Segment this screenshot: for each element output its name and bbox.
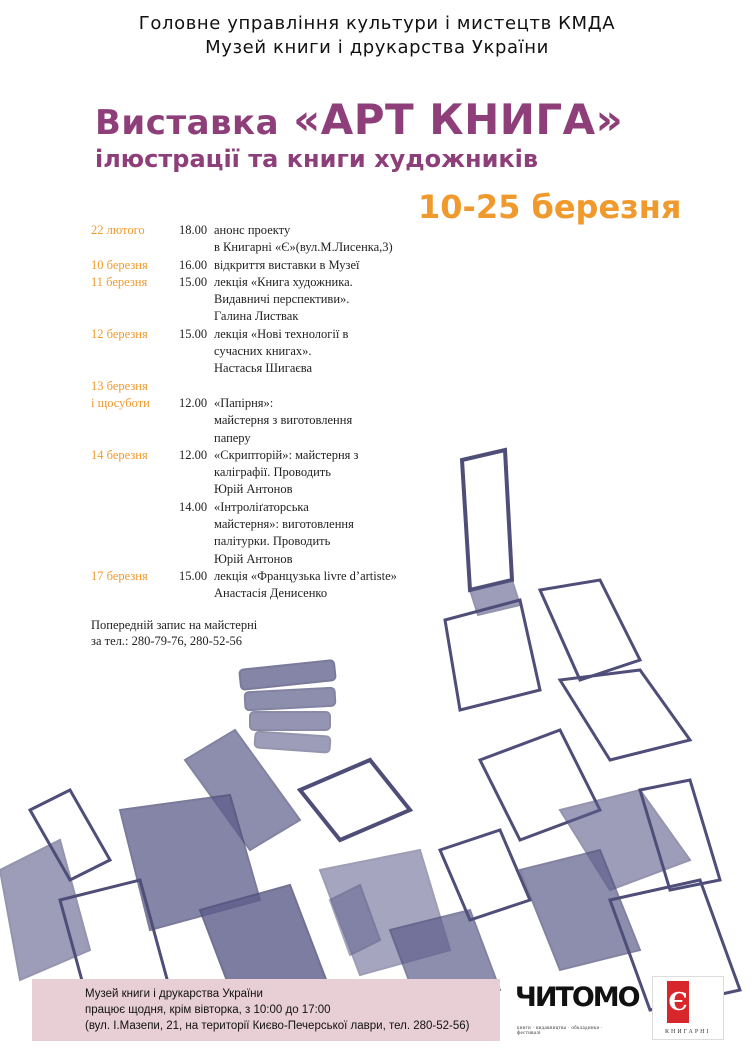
schedule-row — [91, 257, 451, 273]
exhibition-subtitle: ілюстрації та книги художників — [95, 145, 539, 173]
schedule-date: і щосуботи — [91, 395, 150, 410]
schedule-date: 11 березня — [91, 274, 148, 289]
schedule-row — [91, 308, 451, 324]
schedule-row — [91, 412, 451, 428]
schedule-text: палітурки. Проводить — [214, 534, 331, 549]
museum-name: Музей книги і друкарства України — [85, 988, 263, 1000]
title-name: «АРТ КНИГА» — [293, 95, 624, 144]
schedule-date — [91, 360, 171, 376]
schedule-time — [171, 378, 209, 394]
schedule-row — [91, 360, 451, 376]
schedule-time: 16.00 — [179, 257, 208, 272]
schedule-text: Настасья Шигаєва — [214, 361, 313, 376]
schedule-text: сучасних книгах». — [214, 344, 312, 359]
schedule-date: 13 березня — [91, 378, 148, 393]
schedule-text: лекція «Французька livre d’artiste» — [214, 568, 397, 583]
schedule-time: 15.00 — [179, 568, 208, 583]
schedule-date: 10 березня — [91, 257, 148, 272]
flying-books-illustration — [0, 430, 754, 1030]
schedule-text: анонс проекту — [214, 223, 291, 237]
schedule-text: відкриття виставки в Музеї — [214, 257, 360, 272]
registration-phone: за тел.: 280-79-76, 280-52-56 — [91, 634, 242, 648]
schedule-row — [91, 291, 451, 307]
schedule-time: 15.00 — [179, 326, 208, 341]
chytomo-logo — [513, 980, 639, 1040]
schedule-time — [171, 343, 209, 359]
organization-line-2: Музей книги і друкарства України — [205, 37, 549, 58]
ye-logo-mark: Є — [667, 981, 689, 1023]
schedule-row — [91, 378, 451, 394]
schedule-date — [91, 343, 171, 359]
ye-bookstore-logo — [652, 976, 724, 1040]
schedule-time: 14.00 — [179, 499, 208, 514]
ye-logo-tagline: КНИГАРНІ — [665, 1029, 711, 1035]
schedule-text: майстерня»: виготовлення — [214, 517, 354, 532]
schedule-row — [91, 343, 451, 359]
schedule-row — [91, 395, 451, 411]
schedule-time — [171, 239, 209, 255]
schedule-text: «Інтроліґаторська — [214, 499, 309, 514]
opening-hours: працює щодня, крім вівторка, з 10:00 до 17:00 — [85, 1004, 331, 1016]
schedule-text: Видавничі перспективи». — [214, 292, 350, 307]
schedule-time: 12.00 — [179, 447, 208, 462]
schedule-time — [171, 360, 209, 376]
schedule-date — [91, 239, 171, 255]
schedule-text: Юрій Антонов — [214, 551, 293, 566]
schedule-time — [171, 291, 209, 307]
schedule-row — [91, 222, 451, 238]
schedule-text: каліграфії. Проводить — [214, 465, 331, 480]
schedule-text: лекція «Книга художника. — [214, 274, 353, 289]
chytomo-logo-tagline: книги · видавництва · обкладинки · фестивалі — [517, 1026, 604, 1036]
schedule-date — [91, 412, 171, 428]
schedule-time — [171, 412, 209, 428]
museum-info-box — [32, 979, 500, 1041]
title-prefix: Виставка — [95, 103, 280, 143]
schedule-date — [91, 308, 171, 324]
schedule-date: 22 лютого — [91, 223, 145, 237]
schedule-text: Юрій Антонов — [214, 482, 293, 497]
schedule-row — [91, 274, 451, 290]
schedule-time: 12.00 — [179, 395, 208, 410]
schedule-text: лекція «Нові технології в — [214, 326, 349, 341]
chytomo-logo-name: ЧИТОМО — [515, 982, 639, 1013]
exhibition-title — [95, 95, 623, 144]
schedule-date: 14 березня — [91, 447, 148, 462]
schedule-text: Анастасія Денисенко — [214, 586, 328, 601]
schedule-text — [209, 378, 214, 394]
schedule-row — [91, 326, 451, 342]
schedule-text: «Папірня»: — [214, 395, 274, 410]
schedule-date — [91, 291, 171, 307]
schedule-text: майстерня з виготовлення — [214, 413, 353, 428]
organization-line-1: Головне управління культури і мистецтв КМДА — [138, 13, 616, 34]
schedule-row — [91, 239, 451, 255]
museum-address: (вул. І.Мазепи, 21, на території Києво-Печерської лаври, тел. 280-52-56) — [85, 1020, 470, 1032]
schedule-text: «Скрипторій»: майстерня з — [214, 447, 359, 462]
schedule-text: паперу — [214, 430, 251, 445]
schedule-text: Галина Листвак — [214, 309, 299, 324]
schedule-date: 17 березня — [91, 568, 148, 583]
exhibition-dates: 10-25 березня — [418, 188, 682, 226]
schedule-time: 15.00 — [179, 274, 208, 289]
schedule-time — [171, 308, 209, 324]
schedule-date: 12 березня — [91, 326, 148, 341]
schedule-text: в Книгарні «Є»(вул.М.Лисенка,3) — [214, 240, 393, 255]
schedule-time: 18.00 — [179, 223, 208, 237]
registration-note-line: Попередній запис на майстерні — [91, 618, 258, 632]
